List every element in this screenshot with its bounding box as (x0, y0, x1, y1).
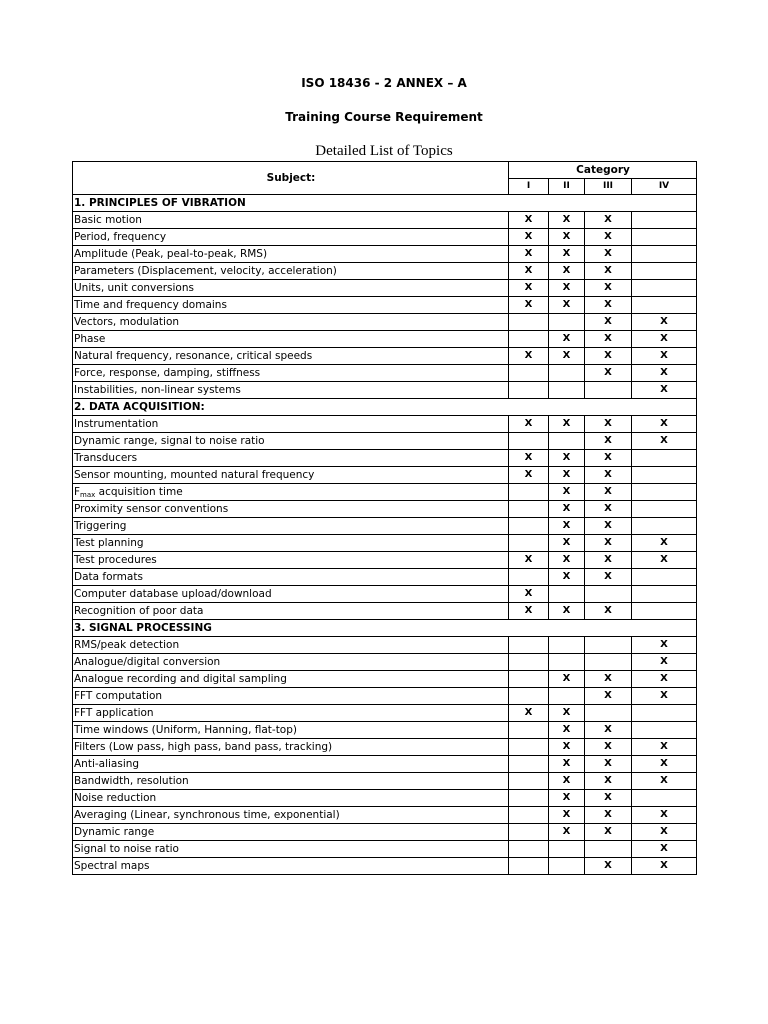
topic-cell: FFT application (73, 705, 509, 722)
category-mark-cell: X (585, 331, 632, 348)
topic-cell: Anti-aliasing (73, 756, 509, 773)
category-mark-cell: X (632, 824, 697, 841)
category-header: Category (509, 162, 697, 179)
category-column-header: II (549, 179, 585, 195)
topic-cell: Dynamic range, signal to noise ratio (73, 433, 509, 450)
table-row (73, 688, 697, 705)
category-mark-cell: X (509, 416, 549, 433)
category-mark-cell: X (509, 450, 549, 467)
topic-cell: Test planning (73, 535, 509, 552)
topic-cell: Basic motion (73, 212, 509, 229)
category-mark-cell (585, 654, 632, 671)
category-mark-cell (632, 518, 697, 535)
category-mark-cell (509, 535, 549, 552)
topic-cell: Sensor mounting, mounted natural frequency (73, 467, 509, 484)
table-row (73, 314, 697, 331)
category-mark-cell: X (549, 773, 585, 790)
category-mark-cell (632, 586, 697, 603)
topic-cell: Amplitude (Peak, peal-to-peak, RMS) (73, 246, 509, 263)
table-row (73, 450, 697, 467)
table-row (73, 841, 697, 858)
topic-subscript: max (80, 491, 96, 499)
category-mark-cell: X (585, 552, 632, 569)
category-mark-cell: X (549, 569, 585, 586)
category-mark-cell: X (632, 535, 697, 552)
topic-cell: Spectral maps (73, 858, 509, 875)
category-mark-cell: X (632, 688, 697, 705)
topic-cell: Signal to noise ratio (73, 841, 509, 858)
category-mark-cell: X (549, 229, 585, 246)
category-mark-cell (509, 331, 549, 348)
topic-cell: Data formats (73, 569, 509, 586)
category-mark-cell: X (509, 603, 549, 620)
category-mark-cell: X (509, 246, 549, 263)
table-row (73, 671, 697, 688)
category-mark-cell (509, 824, 549, 841)
category-mark-cell: X (549, 331, 585, 348)
category-mark-cell: X (585, 229, 632, 246)
category-mark-cell: X (549, 790, 585, 807)
topic-cell: Proximity sensor conventions (73, 501, 509, 518)
category-mark-cell (509, 365, 549, 382)
category-column-header: IV (632, 179, 697, 195)
table-row (73, 382, 697, 399)
category-mark-cell (549, 858, 585, 875)
category-mark-cell (632, 790, 697, 807)
topic-cell: Units, unit conversions (73, 280, 509, 297)
category-mark-cell: X (549, 263, 585, 280)
category-mark-cell: X (585, 348, 632, 365)
table-row (73, 297, 697, 314)
category-mark-cell: X (549, 280, 585, 297)
category-mark-cell: X (585, 773, 632, 790)
topic-cell: RMS/peak detection (73, 637, 509, 654)
category-mark-cell (509, 841, 549, 858)
category-mark-cell: X (509, 212, 549, 229)
category-mark-cell: X (632, 739, 697, 756)
topic-cell: Instabilities, non-linear systems (73, 382, 509, 399)
topic-cell: Dynamic range (73, 824, 509, 841)
category-column-header: III (585, 179, 632, 195)
category-mark-cell: X (585, 365, 632, 382)
category-mark-cell: X (585, 484, 632, 501)
category-mark-cell (509, 484, 549, 501)
table-row (73, 467, 697, 484)
category-mark-cell: X (509, 348, 549, 365)
category-mark-cell: X (632, 416, 697, 433)
category-mark-cell (509, 518, 549, 535)
category-mark-cell: X (549, 246, 585, 263)
category-mark-cell (549, 654, 585, 671)
table-row (73, 807, 697, 824)
category-mark-cell: X (549, 518, 585, 535)
category-mark-cell (632, 467, 697, 484)
table-row (73, 654, 697, 671)
category-mark-cell: X (632, 365, 697, 382)
table-row (73, 518, 697, 535)
category-mark-cell (509, 671, 549, 688)
table-row (73, 739, 697, 756)
table-row (73, 603, 697, 620)
topic-cell: Transducers (73, 450, 509, 467)
topic-label: acquisition time (95, 486, 183, 498)
category-mark-cell: X (585, 416, 632, 433)
table-body (73, 195, 697, 875)
table-row (73, 365, 697, 382)
category-mark-cell: X (549, 671, 585, 688)
category-mark-cell: X (632, 314, 697, 331)
category-mark-cell (509, 722, 549, 739)
category-mark-cell: X (509, 552, 549, 569)
category-mark-cell: X (632, 756, 697, 773)
category-mark-cell: X (632, 654, 697, 671)
table-row (73, 246, 697, 263)
category-mark-cell: X (632, 671, 697, 688)
section-heading: 1. PRINCIPLES OF VIBRATION (73, 195, 697, 212)
table-row (73, 637, 697, 654)
category-mark-cell (632, 263, 697, 280)
category-mark-cell (632, 603, 697, 620)
table-row (73, 229, 697, 246)
category-mark-cell: X (585, 467, 632, 484)
category-mark-cell: X (585, 722, 632, 739)
category-mark-cell (509, 790, 549, 807)
category-mark-cell: X (585, 739, 632, 756)
topic-cell (73, 484, 509, 501)
category-mark-cell: X (549, 739, 585, 756)
topic-cell: Time windows (Uniform, Hanning, flat-top) (73, 722, 509, 739)
category-mark-cell (549, 688, 585, 705)
category-mark-cell: X (585, 756, 632, 773)
category-mark-cell: X (585, 824, 632, 841)
topic-cell: Vectors, modulation (73, 314, 509, 331)
table-row (73, 535, 697, 552)
category-mark-cell: X (585, 790, 632, 807)
category-mark-cell (549, 586, 585, 603)
category-mark-cell (509, 756, 549, 773)
table-row (73, 722, 697, 739)
topic-cell: Noise reduction (73, 790, 509, 807)
category-mark-cell (549, 637, 585, 654)
category-mark-cell (509, 654, 549, 671)
category-mark-cell: X (549, 807, 585, 824)
category-mark-cell (632, 229, 697, 246)
category-mark-cell: X (632, 807, 697, 824)
category-mark-cell: X (509, 229, 549, 246)
table-row (73, 263, 697, 280)
topics-table (72, 161, 697, 875)
category-mark-cell: X (632, 433, 697, 450)
section-row (73, 620, 697, 637)
category-mark-cell (549, 314, 585, 331)
section-row (73, 399, 697, 416)
category-mark-cell (632, 212, 697, 229)
category-mark-cell: X (509, 467, 549, 484)
topic-cell: Test procedures (73, 552, 509, 569)
topic-cell: Bandwidth, resolution (73, 773, 509, 790)
category-mark-cell: X (632, 348, 697, 365)
category-mark-cell: X (549, 297, 585, 314)
category-mark-cell (509, 688, 549, 705)
category-mark-cell: X (549, 824, 585, 841)
category-mark-cell (549, 365, 585, 382)
table-row (73, 773, 697, 790)
category-mark-cell: X (585, 280, 632, 297)
table-row (73, 501, 697, 518)
category-mark-cell: X (585, 212, 632, 229)
category-mark-cell: X (549, 484, 585, 501)
category-mark-cell (585, 841, 632, 858)
category-mark-cell (632, 569, 697, 586)
category-mark-cell: X (585, 450, 632, 467)
category-mark-cell: X (632, 382, 697, 399)
category-mark-cell: X (632, 637, 697, 654)
topic-cell: Time and frequency domains (73, 297, 509, 314)
category-mark-cell (632, 450, 697, 467)
topic-cell: FFT computation (73, 688, 509, 705)
table-row (73, 348, 697, 365)
category-mark-cell (585, 586, 632, 603)
category-mark-cell (549, 841, 585, 858)
topic-cell: Filters (Low pass, high pass, band pass, tracking) (73, 739, 509, 756)
category-mark-cell: X (585, 569, 632, 586)
category-mark-cell (509, 807, 549, 824)
table-row (73, 416, 697, 433)
category-mark-cell (509, 433, 549, 450)
table-row (73, 212, 697, 229)
topic-cell: Triggering (73, 518, 509, 535)
category-mark-cell: X (585, 535, 632, 552)
category-mark-cell: X (632, 841, 697, 858)
topic-cell: Natural frequency, resonance, critical speeds (73, 348, 509, 365)
category-mark-cell: X (585, 603, 632, 620)
table-row (73, 790, 697, 807)
category-mark-cell: X (549, 348, 585, 365)
category-mark-cell: X (632, 552, 697, 569)
category-column-header: I (509, 179, 549, 195)
topic-cell: Instrumentation (73, 416, 509, 433)
category-mark-cell (632, 501, 697, 518)
category-mark-cell: X (549, 722, 585, 739)
category-mark-cell: X (585, 688, 632, 705)
topic-cell: Analogue recording and digital sampling (73, 671, 509, 688)
category-mark-cell: X (549, 501, 585, 518)
topic-prefix: F (74, 486, 81, 498)
section-row (73, 195, 697, 212)
category-mark-cell: X (549, 450, 585, 467)
category-mark-cell: X (585, 671, 632, 688)
topic-cell: Averaging (Linear, synchronous time, exponential) (73, 807, 509, 824)
category-mark-cell: X (632, 773, 697, 790)
section-heading: 2. DATA ACQUISITION: (73, 399, 697, 416)
topic-cell: Parameters (Displacement, velocity, acceleration) (73, 263, 509, 280)
category-mark-cell: X (549, 552, 585, 569)
category-mark-cell (509, 773, 549, 790)
category-mark-cell: X (509, 586, 549, 603)
topic-cell: Period, frequency (73, 229, 509, 246)
document-heading: ISO 18436 - 2 ANNEX – A (301, 76, 467, 90)
category-mark-cell (509, 314, 549, 331)
category-mark-cell: X (632, 331, 697, 348)
category-mark-cell (549, 382, 585, 399)
category-mark-cell (632, 705, 697, 722)
category-mark-cell (632, 297, 697, 314)
category-mark-cell (632, 246, 697, 263)
table-row (73, 552, 697, 569)
table-row (73, 280, 697, 297)
category-mark-cell: X (509, 280, 549, 297)
category-mark-cell (509, 501, 549, 518)
category-mark-cell: X (585, 246, 632, 263)
category-mark-cell: X (585, 433, 632, 450)
table-row (73, 586, 697, 603)
category-mark-cell (585, 382, 632, 399)
category-mark-cell: X (549, 756, 585, 773)
category-mark-cell (585, 705, 632, 722)
category-mark-cell: X (585, 314, 632, 331)
category-mark-cell: X (585, 501, 632, 518)
category-mark-cell (509, 569, 549, 586)
category-mark-cell: X (585, 297, 632, 314)
category-mark-cell: X (509, 297, 549, 314)
category-mark-cell: X (549, 535, 585, 552)
category-mark-cell (632, 280, 697, 297)
category-mark-cell: X (549, 603, 585, 620)
topic-cell: Phase (73, 331, 509, 348)
category-mark-cell (549, 433, 585, 450)
table-row (73, 484, 697, 501)
section-heading: 3. SIGNAL PROCESSING (73, 620, 697, 637)
category-mark-cell: X (632, 858, 697, 875)
table-row (73, 569, 697, 586)
table-row (73, 756, 697, 773)
category-mark-cell: X (549, 467, 585, 484)
document-subheading: Training Course Requirement (285, 110, 483, 124)
category-mark-cell: X (509, 263, 549, 280)
category-mark-cell (509, 858, 549, 875)
category-mark-cell (632, 484, 697, 501)
category-mark-cell (509, 637, 549, 654)
category-mark-cell: X (549, 212, 585, 229)
category-mark-cell: X (509, 705, 549, 722)
category-mark-cell (632, 722, 697, 739)
category-mark-cell (585, 637, 632, 654)
table-row (73, 331, 697, 348)
category-mark-cell: X (585, 518, 632, 535)
table-row (73, 824, 697, 841)
category-mark-cell: X (585, 858, 632, 875)
category-mark-cell: X (585, 807, 632, 824)
category-mark-cell (509, 739, 549, 756)
category-mark-cell: X (549, 416, 585, 433)
table-row (73, 858, 697, 875)
category-mark-cell (509, 382, 549, 399)
topic-cell: Force, response, damping, stiffness (73, 365, 509, 382)
table-row (73, 705, 697, 722)
table-row (73, 433, 697, 450)
category-mark-cell: X (585, 263, 632, 280)
subject-header: Subject: (73, 162, 509, 195)
topic-cell: Analogue/digital conversion (73, 654, 509, 671)
category-mark-cell: X (549, 705, 585, 722)
topic-cell: Recognition of poor data (73, 603, 509, 620)
topic-cell: Computer database upload/download (73, 586, 509, 603)
table-caption: Detailed List of Topics (315, 143, 453, 159)
